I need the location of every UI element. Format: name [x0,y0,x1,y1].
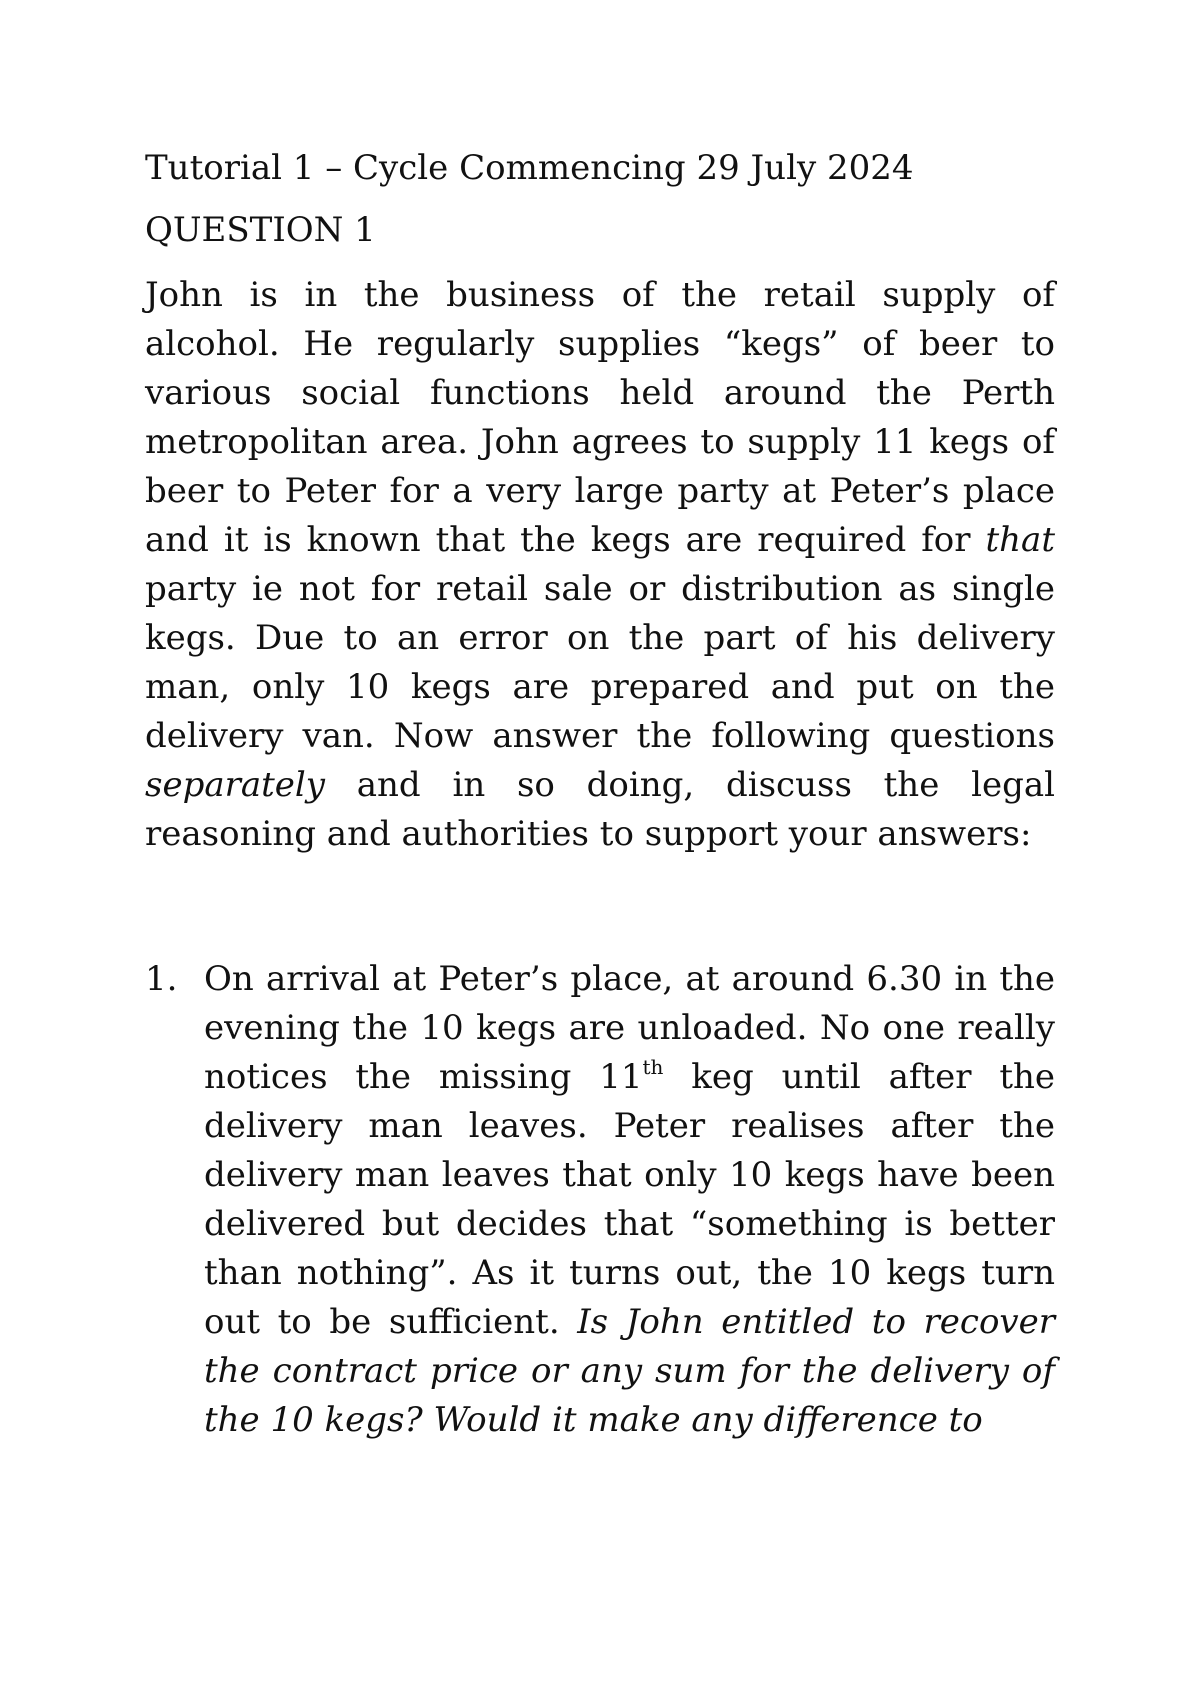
intro-text-part-3: and in so doing, discuss the legal reasoning and authorities to support your answers: [145,765,1055,854]
question-intro-paragraph [145,271,1055,859]
question-heading: QUESTION 1 [145,210,376,250]
question-list [145,955,1055,1445]
intro-text-part-2: party ie not for retail sale or distribution as single kegs. Due to an error on the part of his delivery man, only 10 kegs are prepared and put on the delivery van. Now answer the following questions [145,569,1055,756]
document-page [145,145,1055,1445]
question-item [145,955,1055,1445]
ordinal-superscript: th [642,1055,664,1079]
intro-emphasis-separately: separately [145,765,325,805]
question-text-part-1: On arrival at Peter’s place, at around 6.30 in the evening the 10 kegs are unloaded. No one really notices the missing 11 [204,959,1055,1097]
intro-text-part-1: John is in the business of the retail supply of alcohol. He regularly supplies “kegs” of beer to various social functions held around the Perth metropolitan area. John agrees to supply 11 kegs of beer to Peter for a very large party at Peter’s place and it is known that the kegs are required for [145,275,1055,560]
question-item-number: 1. [145,959,178,999]
tutorial-title: Tutorial 1 – Cycle Commencing 29 July 2024 [145,148,914,188]
question-text-part-2: keg until after the delivery man leaves. Peter realises after the delivery man leaves that only 10 kegs have been delivered but decides that “something is better than nothing”. As it turns out, the 10 kegs turn out to be sufficient. [204,1057,1056,1342]
intro-emphasis-that: that [985,520,1055,560]
question-emphasis: Is John entitled to recover the contract price or any sum for the delivery of the 10 kegs? Would it make any difference to [204,1302,1055,1440]
